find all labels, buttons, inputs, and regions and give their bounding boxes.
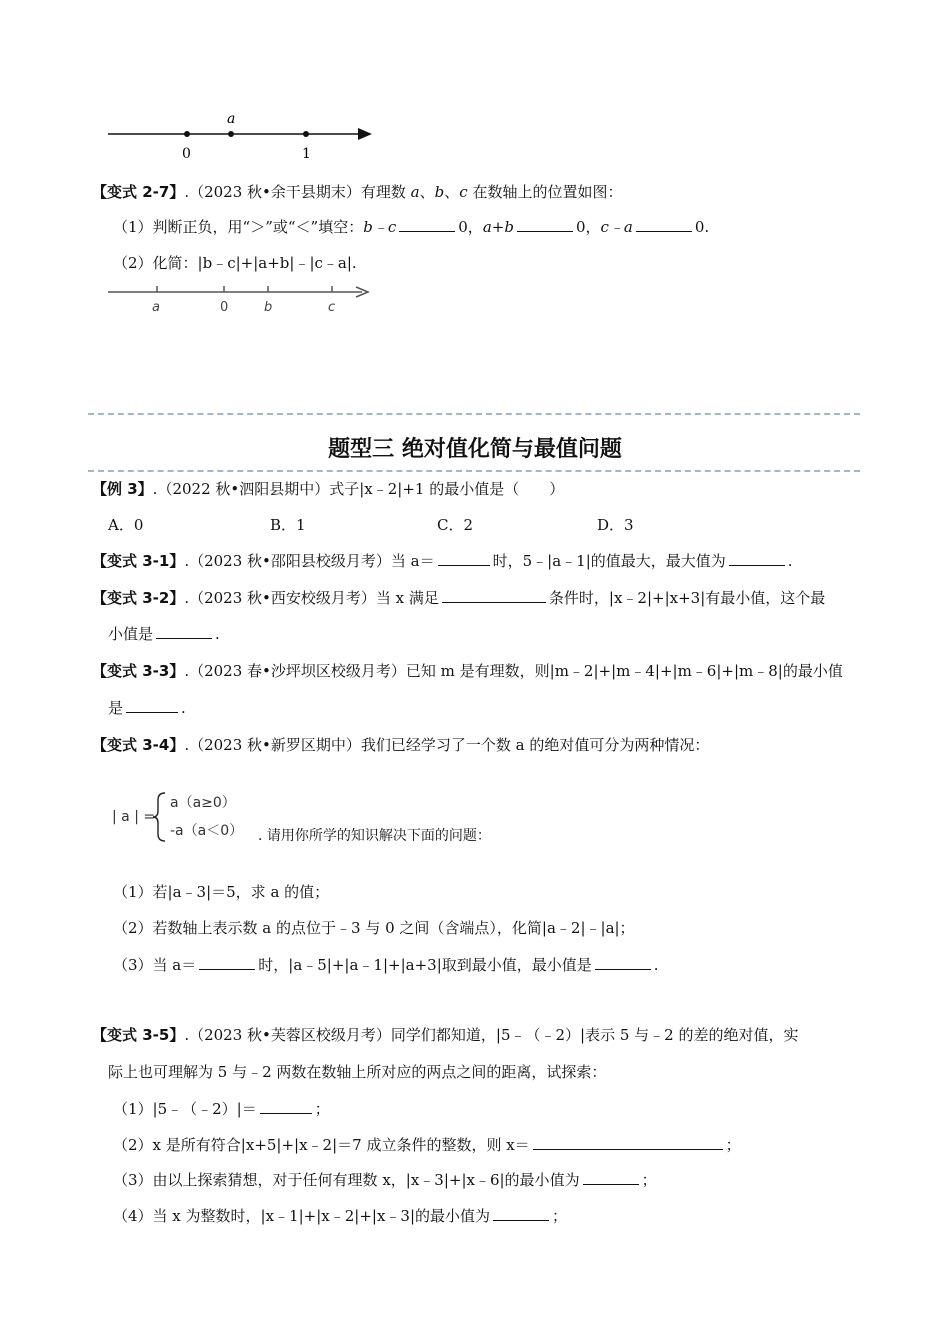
q35-part2: （2）x 是所有符合|x+5|+|x﹣2|＝7 成立条件的整数，则 x＝ ； — [113, 1136, 741, 1154]
q35-part1: （1）|5﹣（﹣2）|＝ ； — [113, 1100, 330, 1118]
q34-part2: （2）若数轴上表示数 a 的点位于﹣3 与 0 之间（含端点），化简|a﹣2|﹣|a|； — [113, 919, 635, 937]
answer-blank[interactable] — [156, 624, 212, 639]
label-b: b — [264, 300, 273, 315]
section-divider-top — [88, 413, 860, 415]
q34-tag: 【变式 3-4】 — [92, 736, 185, 754]
ex3-option-a[interactable]: A．0 — [108, 516, 144, 534]
answer-blank[interactable] — [126, 698, 178, 713]
left-brace — [150, 790, 170, 844]
ex3-option-c[interactable]: C．2 — [437, 516, 474, 534]
section-title: 题型三 绝对值化简与最值问题 — [328, 437, 622, 462]
answer-blank[interactable] — [729, 551, 785, 566]
ex3-option-d[interactable]: D．3 — [597, 516, 634, 534]
q27-part2: （2）化简：|b﹣c|+|a+b|﹣|c﹣a|. — [113, 254, 357, 272]
q32-tag: 【变式 3-2】 — [92, 589, 185, 607]
ex3-tag: 【例 3】 — [92, 480, 153, 498]
answer-blank[interactable] — [533, 1135, 723, 1150]
number-line-1 — [100, 108, 390, 168]
q34-part1: （1）若|a﹣3|＝5，求 a 的值； — [113, 883, 330, 901]
q31-line: 【变式 3-1】.（2023 秋•邵阳县校级月考）当 a＝ 时，5﹣|a﹣1|的值最大，最大值为 . — [92, 552, 793, 570]
label-c: c — [328, 300, 336, 315]
answer-blank[interactable] — [438, 551, 490, 566]
q35-line1: 【变式 3-5】.（2023 秋•芙蓉区校级月考）同学们都知道，|5﹣（﹣2）|表示 5 与﹣2 的差的绝对值，实 — [92, 1026, 799, 1044]
tick-0-label: 0 — [182, 146, 191, 162]
answer-blank[interactable] — [199, 955, 255, 970]
label-0: 0 — [220, 300, 229, 315]
q27-part1: （1）判断正负，用“＞”或“＜”填空：b﹣c 0，a+b 0，c﹣a 0. — [113, 218, 710, 236]
answer-blank[interactable] — [442, 588, 546, 603]
point-a-label: a — [227, 111, 236, 127]
q34-part3: （3）当 a＝ 时，|a﹣5|+|a﹣1|+|a+3|取到最小值，最小值是 . — [113, 956, 659, 974]
ex3-line: 【例 3】.（2022 秋•泗阳县期中）式子|x﹣2|+1 的最小值是（ ） — [92, 480, 565, 498]
q35-part3: （3）由以上探索猜想，对于任何有理数 x，|x﹣3|+|x﹣6|的最小值为 ； — [113, 1171, 657, 1189]
answer-blank[interactable] — [583, 1170, 639, 1185]
q34-line1: 【变式 3-4】.（2023 秋•新罗区期中）我们已经学习了一个数 a 的绝对值可分为两种情况： — [92, 736, 710, 754]
section-divider-bottom — [88, 470, 860, 472]
q35-part4: （4）当 x 为整数时，|x﹣1|+|x﹣2|+|x﹣3|的最小值为 ； — [113, 1207, 568, 1225]
number-line-2 — [100, 280, 390, 320]
answer-blank[interactable] — [636, 217, 692, 232]
q32-line1: 【变式 3-2】.（2023 秋•西安校级月考）当 x 满足 条件时，|x﹣2|+|x+3|有最小值，这个最 — [92, 589, 826, 607]
answer-blank[interactable] — [595, 955, 651, 970]
q27-line1: 【变式 2-7】.（2023 秋•余干县期末）有理数 a、b、c 在数轴上的位置如图： — [92, 183, 623, 201]
q33-line2: 是 . — [108, 699, 186, 717]
answer-blank[interactable] — [517, 217, 573, 232]
q35-line2: 际上也可理解为 5 与﹣2 两数在数轴上所对应的两点之间的距离，试探索： — [108, 1063, 607, 1081]
q33-line1: 【变式 3-3】.（2023 春•沙坪坝区校级月考）已知 m 是有理数，则|m﹣2|+|m﹣4|+|m﹣6|+|m﹣8|的最小值 — [92, 662, 843, 680]
q32-line2: 小值是 . — [108, 625, 220, 643]
abs-definition-formula: | a | = a（a≥0） -a（a＜0） . 请用你所学的知识解决下面的问题： — [112, 790, 552, 850]
answer-blank[interactable] — [493, 1206, 549, 1221]
answer-blank[interactable] — [399, 217, 455, 232]
ex3-option-b[interactable]: B．1 — [270, 516, 306, 534]
q35-tag: 【变式 3-5】 — [92, 1026, 185, 1044]
q27-tag: 【变式 2-7】 — [92, 183, 185, 201]
q33-tag: 【变式 3-3】 — [92, 662, 185, 680]
label-a: a — [152, 300, 160, 315]
q31-tag: 【变式 3-1】 — [92, 552, 185, 570]
answer-blank[interactable] — [260, 1099, 312, 1114]
tick-1-label: 1 — [302, 146, 311, 162]
